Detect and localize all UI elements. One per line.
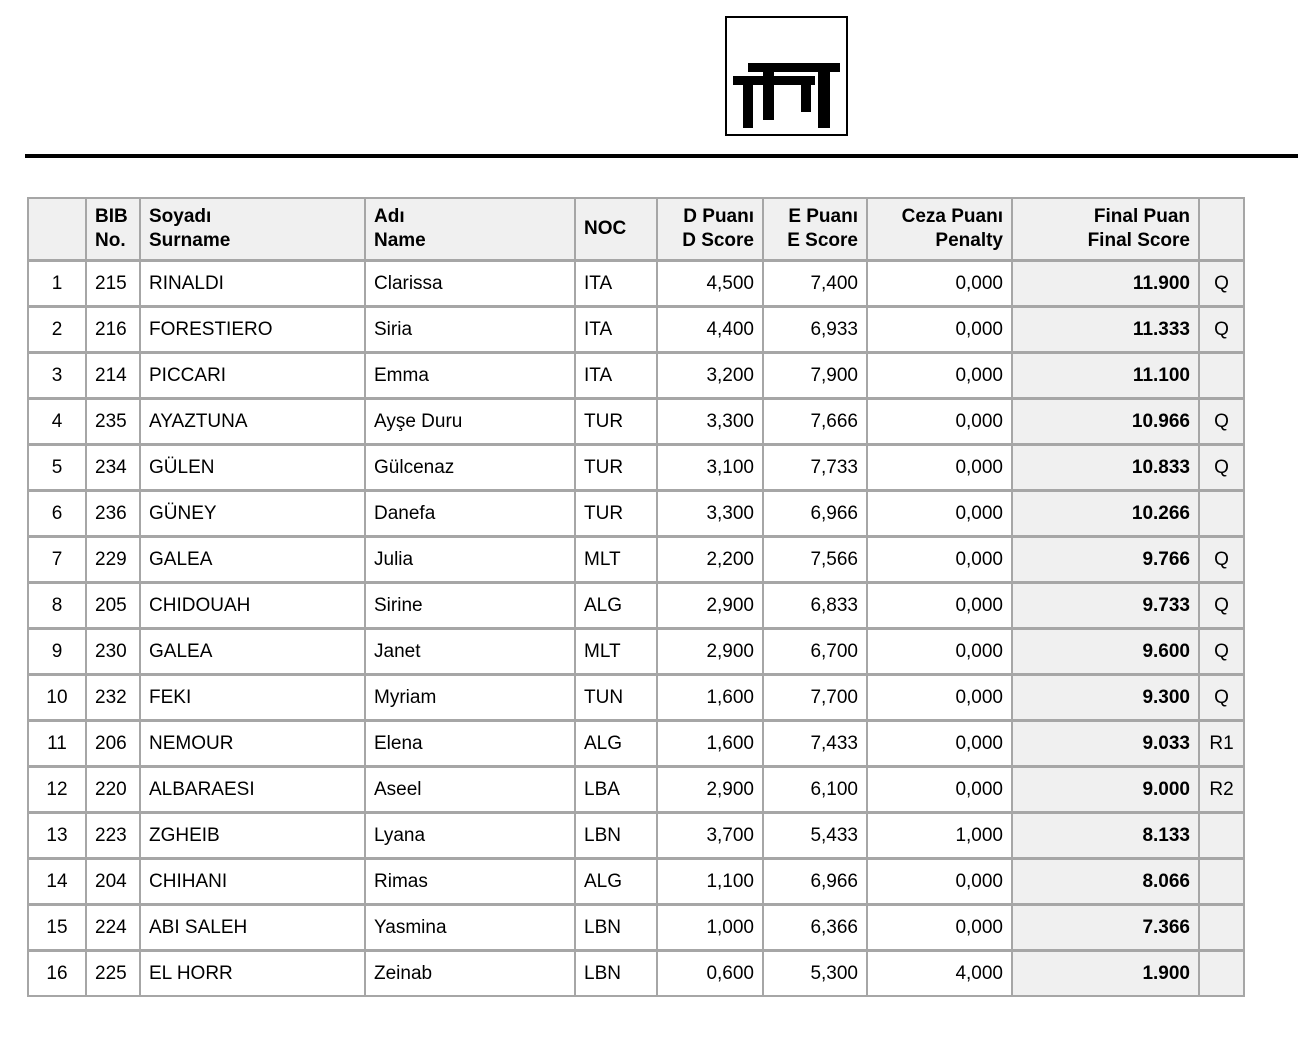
header-e-score: [763, 198, 867, 261]
penalty-cell: 0,000: [867, 629, 1012, 675]
header-final-score: [1012, 198, 1199, 261]
surname-cell: ALBARAESI: [140, 767, 365, 813]
table-row: [28, 721, 1244, 767]
d-score-cell: 0,600: [657, 951, 763, 997]
header-name-line2: Name: [374, 230, 426, 251]
final-score-cell: 10.966: [1012, 399, 1199, 445]
table-row: [28, 629, 1244, 675]
noc-cell: LBN: [575, 905, 657, 951]
header-penalty: [867, 198, 1012, 261]
bib-cell: 206: [86, 721, 140, 767]
header-penalty-line1: Ceza Puanı: [901, 206, 1003, 227]
final-score-cell: 9.733: [1012, 583, 1199, 629]
header-d-score: [657, 198, 763, 261]
table-row: [28, 491, 1244, 537]
surname-cell: GÜLEN: [140, 445, 365, 491]
d-score-cell: 1,600: [657, 721, 763, 767]
bib-cell: 204: [86, 859, 140, 905]
final-score-cell: 7.366: [1012, 905, 1199, 951]
header-penalty-line2: Penalty: [935, 230, 1003, 251]
surname-cell: ABI SALEH: [140, 905, 365, 951]
table-row: [28, 675, 1244, 721]
table-row: [28, 399, 1244, 445]
penalty-cell: 0,000: [867, 399, 1012, 445]
d-score-cell: 1,600: [657, 675, 763, 721]
penalty-cell: 4,000: [867, 951, 1012, 997]
rank-cell: 8: [28, 583, 86, 629]
penalty-cell: 0,000: [867, 353, 1012, 399]
noc-cell: ALG: [575, 583, 657, 629]
header-noc-line1: NOC: [584, 218, 627, 239]
name-cell: Janet: [365, 629, 575, 675]
name-cell: Ayşe Duru: [365, 399, 575, 445]
name-cell: Myriam: [365, 675, 575, 721]
table-row: [28, 813, 1244, 859]
e-score-cell: 6,700: [763, 629, 867, 675]
table-row: [28, 445, 1244, 491]
rank-cell: 15: [28, 905, 86, 951]
rank-cell: 16: [28, 951, 86, 997]
qualification-cell: [1199, 353, 1244, 399]
bib-cell: 224: [86, 905, 140, 951]
noc-cell: ALG: [575, 721, 657, 767]
surname-cell: RINALDI: [140, 261, 365, 307]
bib-cell: 229: [86, 537, 140, 583]
final-score-cell: 9.033: [1012, 721, 1199, 767]
d-score-cell: 1,000: [657, 905, 763, 951]
rank-cell: 2: [28, 307, 86, 353]
rank-cell: 6: [28, 491, 86, 537]
bib-cell: 236: [86, 491, 140, 537]
table-row: [28, 859, 1244, 905]
final-score-cell: 9.000: [1012, 767, 1199, 813]
penalty-cell: 0,000: [867, 905, 1012, 951]
noc-cell: LBN: [575, 951, 657, 997]
final-score-cell: 8.066: [1012, 859, 1199, 905]
header-name: [365, 198, 575, 261]
bib-cell: 220: [86, 767, 140, 813]
final-score-cell: 10.833: [1012, 445, 1199, 491]
name-cell: Zeinab: [365, 951, 575, 997]
bib-cell: 214: [86, 353, 140, 399]
e-score-cell: 6,966: [763, 491, 867, 537]
qualification-cell: Q: [1199, 445, 1244, 491]
rank-cell: 11: [28, 721, 86, 767]
rank-cell: 9: [28, 629, 86, 675]
penalty-cell: 0,000: [867, 307, 1012, 353]
name-cell: Sirine: [365, 583, 575, 629]
surname-cell: AYAZTUNA: [140, 399, 365, 445]
noc-cell: TUR: [575, 399, 657, 445]
qualification-cell: Q: [1199, 583, 1244, 629]
header-surname-line2: Surname: [149, 230, 231, 251]
penalty-cell: 0,000: [867, 675, 1012, 721]
name-cell: Lyana: [365, 813, 575, 859]
e-score-cell: 6,833: [763, 583, 867, 629]
e-score-cell: 6,933: [763, 307, 867, 353]
name-cell: Danefa: [365, 491, 575, 537]
noc-cell: MLT: [575, 537, 657, 583]
surname-cell: GALEA: [140, 629, 365, 675]
name-cell: Rimas: [365, 859, 575, 905]
e-score-cell: 7,433: [763, 721, 867, 767]
header-surname-line1: Soyadı: [149, 206, 212, 227]
d-score-cell: 3,700: [657, 813, 763, 859]
rank-cell: 14: [28, 859, 86, 905]
header-name-line1: Adı: [374, 206, 405, 227]
surname-cell: NEMOUR: [140, 721, 365, 767]
surname-cell: FEKI: [140, 675, 365, 721]
rank-cell: 7: [28, 537, 86, 583]
e-score-cell: 7,566: [763, 537, 867, 583]
header-bib-line1: BIB: [95, 206, 128, 227]
noc-cell: LBA: [575, 767, 657, 813]
header-rule: [25, 154, 1298, 158]
d-score-cell: 1,100: [657, 859, 763, 905]
header-final-line1: Final Puan: [1093, 206, 1190, 227]
final-score-cell: 9.600: [1012, 629, 1199, 675]
name-cell: Emma: [365, 353, 575, 399]
bib-cell: 232: [86, 675, 140, 721]
qualification-cell: Q: [1199, 307, 1244, 353]
name-cell: Aseel: [365, 767, 575, 813]
noc-cell: MLT: [575, 629, 657, 675]
rank-cell: 3: [28, 353, 86, 399]
penalty-cell: 0,000: [867, 583, 1012, 629]
table-row: [28, 583, 1244, 629]
d-score-cell: 4,500: [657, 261, 763, 307]
table-row: [28, 905, 1244, 951]
noc-cell: ALG: [575, 859, 657, 905]
header-qualification: [1199, 198, 1244, 261]
qualification-cell: Q: [1199, 399, 1244, 445]
surname-cell: GALEA: [140, 537, 365, 583]
penalty-cell: 0,000: [867, 445, 1012, 491]
qualification-cell: Q: [1199, 261, 1244, 307]
final-score-cell: 8.133: [1012, 813, 1199, 859]
rank-cell: 12: [28, 767, 86, 813]
d-score-cell: 3,300: [657, 491, 763, 537]
surname-cell: EL HORR: [140, 951, 365, 997]
name-cell: Elena: [365, 721, 575, 767]
header-e-line2: E Score: [787, 230, 858, 251]
noc-cell: ITA: [575, 353, 657, 399]
qualification-cell: Q: [1199, 629, 1244, 675]
header-final-line2: Final Score: [1087, 230, 1190, 251]
penalty-cell: 0,000: [867, 261, 1012, 307]
bib-cell: 225: [86, 951, 140, 997]
qualification-cell: [1199, 813, 1244, 859]
qualification-cell: [1199, 859, 1244, 905]
bib-cell: 216: [86, 307, 140, 353]
rank-cell: 10: [28, 675, 86, 721]
surname-cell: CHIHANI: [140, 859, 365, 905]
surname-cell: ZGHEIB: [140, 813, 365, 859]
name-cell: Julia: [365, 537, 575, 583]
penalty-cell: 0,000: [867, 767, 1012, 813]
name-cell: Gülcenaz: [365, 445, 575, 491]
header-rank: [28, 198, 86, 261]
rank-cell: 4: [28, 399, 86, 445]
final-score-cell: 11.900: [1012, 261, 1199, 307]
d-score-cell: 4,400: [657, 307, 763, 353]
rank-cell: 1: [28, 261, 86, 307]
qualification-cell: Q: [1199, 537, 1244, 583]
table-row: [28, 261, 1244, 307]
noc-cell: ITA: [575, 307, 657, 353]
d-score-cell: 3,100: [657, 445, 763, 491]
noc-cell: TUR: [575, 491, 657, 537]
e-score-cell: 7,400: [763, 261, 867, 307]
table-header: [28, 198, 1244, 261]
d-score-cell: 3,200: [657, 353, 763, 399]
d-score-cell: 2,900: [657, 583, 763, 629]
bib-cell: 205: [86, 583, 140, 629]
final-score-cell: 11.333: [1012, 307, 1199, 353]
e-score-cell: 6,366: [763, 905, 867, 951]
header-row: [28, 198, 1244, 261]
rank-cell: 13: [28, 813, 86, 859]
uneven-bars-icon: [725, 16, 848, 136]
e-score-cell: 7,666: [763, 399, 867, 445]
name-cell: Yasmina: [365, 905, 575, 951]
header-bib: [86, 198, 140, 261]
table-row: [28, 307, 1244, 353]
bib-cell: 230: [86, 629, 140, 675]
header-bib-line2: No.: [95, 230, 126, 251]
e-score-cell: 6,966: [763, 859, 867, 905]
name-cell: Clarissa: [365, 261, 575, 307]
d-score-cell: 2,900: [657, 767, 763, 813]
d-score-cell: 2,200: [657, 537, 763, 583]
bib-cell: 234: [86, 445, 140, 491]
noc-cell: TUN: [575, 675, 657, 721]
bib-cell: 235: [86, 399, 140, 445]
d-score-cell: 2,900: [657, 629, 763, 675]
noc-cell: LBN: [575, 813, 657, 859]
penalty-cell: 0,000: [867, 721, 1012, 767]
final-score-cell: 10.266: [1012, 491, 1199, 537]
noc-cell: ITA: [575, 261, 657, 307]
e-score-cell: 7,700: [763, 675, 867, 721]
qualification-cell: R1: [1199, 721, 1244, 767]
surname-cell: FORESTIERO: [140, 307, 365, 353]
qualification-cell: Q: [1199, 675, 1244, 721]
e-score-cell: 6,100: [763, 767, 867, 813]
header-d-line1: D Puanı: [683, 206, 754, 227]
qualification-cell: [1199, 491, 1244, 537]
surname-cell: PICCARI: [140, 353, 365, 399]
header-surname: [140, 198, 365, 261]
e-score-cell: 7,900: [763, 353, 867, 399]
table-row: [28, 353, 1244, 399]
noc-cell: TUR: [575, 445, 657, 491]
header-d-line2: D Score: [682, 230, 754, 251]
table-row: [28, 951, 1244, 997]
results-table: [27, 197, 1245, 997]
header-noc: [575, 198, 657, 261]
e-score-cell: 7,733: [763, 445, 867, 491]
final-score-cell: 1.900: [1012, 951, 1199, 997]
e-score-cell: 5,300: [763, 951, 867, 997]
d-score-cell: 3,300: [657, 399, 763, 445]
header-e-line1: E Puanı: [788, 206, 858, 227]
qualification-cell: [1199, 951, 1244, 997]
results-tbody: [28, 261, 1244, 997]
surname-cell: CHIDOUAH: [140, 583, 365, 629]
penalty-cell: 0,000: [867, 859, 1012, 905]
penalty-cell: 0,000: [867, 491, 1012, 537]
final-score-cell: 9.300: [1012, 675, 1199, 721]
qualification-cell: R2: [1199, 767, 1244, 813]
bib-cell: 223: [86, 813, 140, 859]
penalty-cell: 0,000: [867, 537, 1012, 583]
bib-cell: 215: [86, 261, 140, 307]
penalty-cell: 1,000: [867, 813, 1012, 859]
final-score-cell: 11.100: [1012, 353, 1199, 399]
rank-cell: 5: [28, 445, 86, 491]
name-cell: Siria: [365, 307, 575, 353]
final-score-cell: 9.766: [1012, 537, 1199, 583]
e-score-cell: 5,433: [763, 813, 867, 859]
surname-cell: GÜNEY: [140, 491, 365, 537]
qualification-cell: [1199, 905, 1244, 951]
table-row: [28, 767, 1244, 813]
table-row: [28, 537, 1244, 583]
